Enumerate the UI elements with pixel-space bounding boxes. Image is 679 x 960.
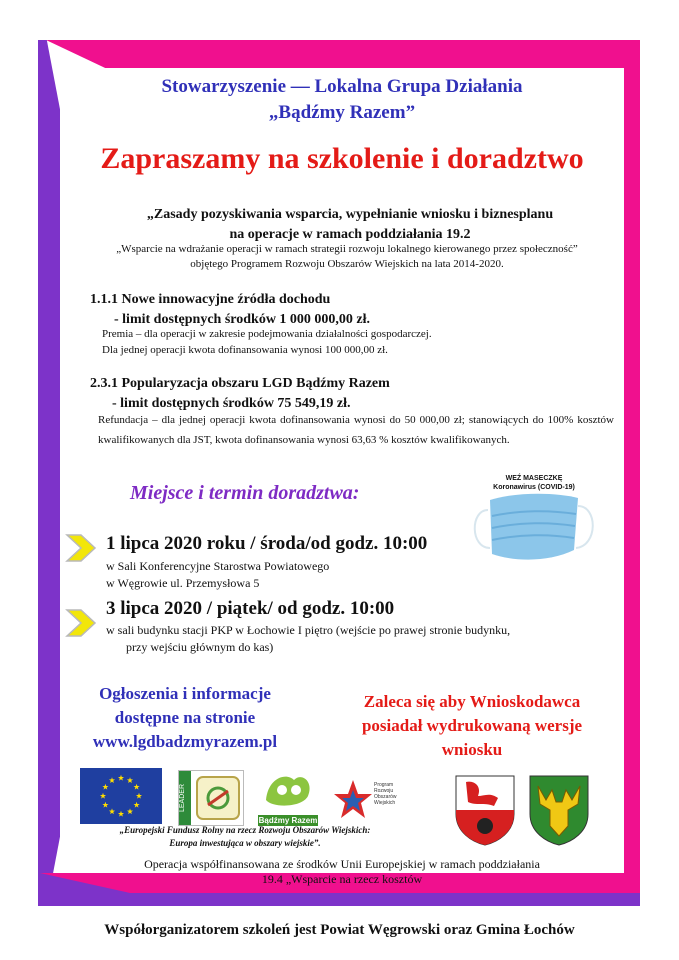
event-2-place-line2: przy wejściu głównym do kas) [126, 640, 274, 654]
poster-body [60, 68, 624, 886]
prow-text-line2: Rozwoju [374, 788, 394, 794]
subtitle-line1: „Zasady pozyskiwania wsparcia, wypełnianie wniosku i biznesplanu [146, 207, 554, 222]
subtitle [90, 205, 610, 245]
mask-label-line1: WEŹ MASECZKĘ [505, 475, 563, 482]
cofinancing-note [60, 857, 624, 887]
support-line1: „Wsparcie na wdrażanie operacji w ramach strategii rozwoju lokalnego kierowanego przez społeczność” [116, 243, 578, 255]
gmina-coat-of-arms [528, 774, 590, 846]
program-2-title: 2.3.1 Popularyzacja obszaru LGD Bądźmy Razem [90, 376, 390, 391]
prow-text-line3: Obszarów [374, 794, 397, 800]
prow-text-line1: Program [374, 782, 394, 788]
powiat-coat-of-arms [454, 774, 516, 846]
recommendation-line2: posiadał wydrukowaną wersje [361, 716, 583, 735]
program-2-limit: - limit dostępnych środków 75 549,19 zł. [112, 396, 351, 411]
subtitle-line2: na operacje w ramach poddziałania 19.2 [229, 227, 471, 242]
program-1 [90, 290, 370, 330]
program-2-note: Refundacja – dla jednej operacji kwota dofinansowania wynosi do 50 000,00 zł; stanowiących do 100% kosztów kwalifikowanych dla JST, kwota dofinansowania wynosi 63,63 % kosztów kwalifikowanych. [98, 414, 614, 446]
support-line2: objętego Programem Rozwoju Obszarów Wiejskich na lata 2014-2020. [190, 258, 504, 270]
event-2-arrow-icon [64, 606, 98, 640]
event-1-date: 1 lipca 2020 roku / środa/od godz. 10:00 [106, 533, 428, 554]
face-mask-image [470, 470, 598, 570]
program-1-note1: Premia – dla operacji w zakresie podejmowania działalności gospodarczej. [102, 328, 432, 340]
frame-right-bar [624, 40, 640, 904]
program-1-title: 1.1.1 Nowe innowacyjne źródła dochodu [90, 292, 331, 307]
event-1-arrow-icon [64, 531, 98, 565]
prow-emblem-icon [332, 776, 374, 824]
footer-text: Współorganizatorem szkoleń jest Powiat Węgrowski oraz Gmina Łochów [104, 922, 575, 938]
cofinancing-line1: Operacja współfinansowana ze środków Unii Europejskiej w ramach poddziałania [144, 857, 540, 871]
program-1-note2: Dla jednej operacji kwota dofinansowania wynosi 100 000,00 zł. [102, 344, 388, 356]
prow-logo-text [374, 782, 397, 806]
badzmy-razem-emblem-icon [258, 770, 318, 810]
mask-label [470, 474, 598, 492]
prow-logo [332, 776, 412, 828]
recommendation-line3: wniosku [441, 740, 503, 759]
info-line1: Ogłoszenia i informacje [99, 684, 271, 703]
program-1-limit: - limit dostępnych środków 1 000 000,00 zł. [114, 312, 371, 327]
frame-left-bar [38, 40, 60, 906]
leader-logo [178, 770, 244, 826]
recommendation-box [322, 690, 622, 762]
cofinancing-line2: 19.4 „Wsparcie na rzecz kosztów [261, 872, 423, 886]
event-2-place-line1: w sali budynku stacji PKP w Łochowie I piętro (wejście po prawej stronie budynku, [106, 623, 511, 637]
support-note [70, 242, 624, 272]
schedule-heading: Miejsce i termin doradztwa: [130, 482, 360, 504]
prow-text-line4: Wiejskich [374, 800, 396, 806]
mask-label-line2: Koronawirus (COVID-19) [493, 484, 575, 491]
info-line2: dostępne na stronie [114, 708, 256, 727]
badzmy-razem-logo-text: Bądźmy Razem [258, 816, 318, 825]
event-2-date: 3 lipca 2020 / piątek/ od godz. 10:00 [106, 598, 395, 619]
fund-note-line1: „Europejski Fundusz Rolny na rzecz Rozwoju Obszarów Wiejskich: [119, 825, 371, 835]
info-box [60, 682, 310, 754]
program-2 [90, 374, 390, 414]
frame-top-bar [46, 40, 638, 68]
fund-note [60, 824, 430, 850]
headline: Zapraszamy na szkolenie i doradztwo [100, 142, 584, 175]
leader-logo-text: LEADER [179, 771, 191, 825]
event-1-place-line1: w Sali Konferencyjne Starostwa Powiatowego [106, 559, 330, 573]
info-url-link[interactable]: www.lgdbadzmyrazem.pl [92, 732, 278, 751]
program-1-notes [102, 326, 432, 358]
fund-note-line2: Europa inwestująca w obszary wiejskie”. [169, 838, 321, 848]
eu-flag-logo [80, 768, 162, 824]
recommendation-line1: Zaleca się aby Wnioskodawca [363, 692, 581, 711]
event-1-place-line2: w Węgrowie ul. Przemysłowa 5 [106, 576, 260, 590]
event-1-place [106, 558, 329, 592]
event-2-place [106, 622, 510, 656]
org-name-line2: „Bądźmy Razem” [268, 102, 416, 123]
org-name-line1: Stowarzyszenie — Lokalna Grupa Działania [161, 76, 523, 97]
badzmy-razem-logo [258, 770, 318, 824]
leader-emblem-icon [195, 775, 241, 821]
